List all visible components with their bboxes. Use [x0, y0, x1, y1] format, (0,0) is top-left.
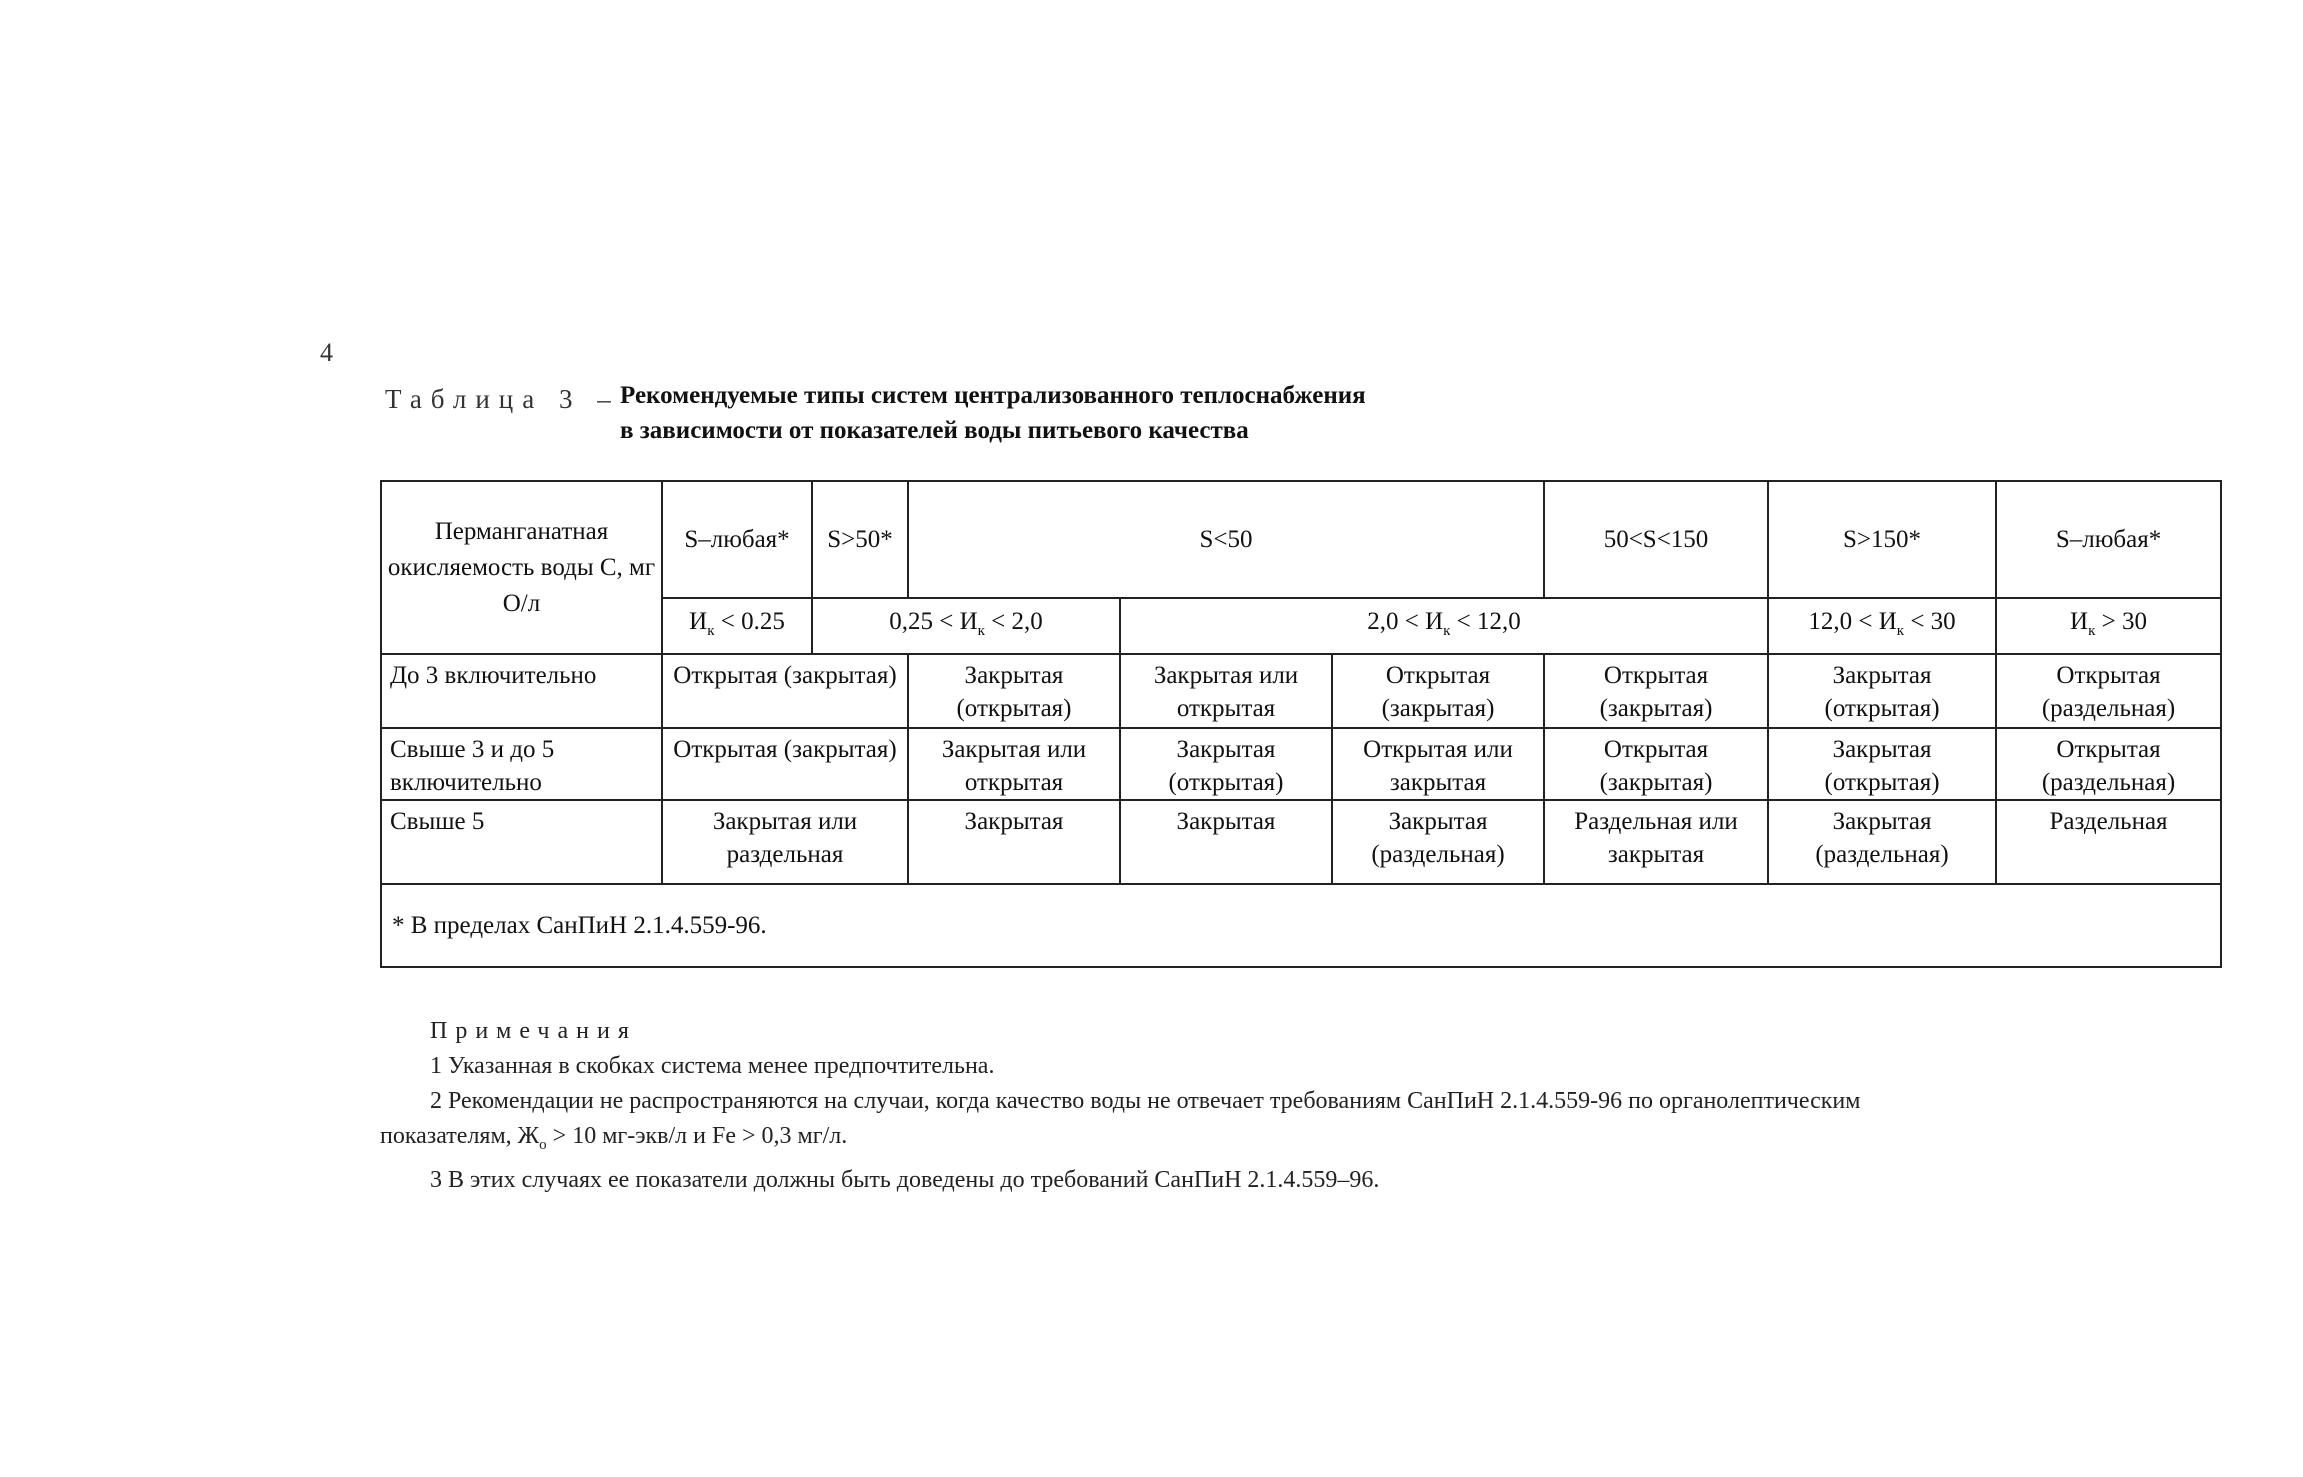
- table-footnote: * В пределах СанПиН 2.1.4.559-96.: [381, 884, 2221, 967]
- table-cell: Открытая (раздельная): [1996, 654, 2221, 728]
- table-cell: Закрытая (открытая): [1120, 728, 1332, 800]
- table-row: [381, 654, 2221, 728]
- table-cell: Закрытая (открытая): [1768, 728, 1996, 800]
- note-item: 1 Указанная в скобках система менее предпочтительна.: [430, 1053, 995, 1079]
- header-oxidizability: Перманганатная окисляемость воды С, мг О/л: [381, 481, 662, 654]
- table-cell: Закрытая (открытая): [908, 654, 1120, 728]
- header-s-gt-150: S>150*: [1768, 481, 1996, 598]
- table-row: [381, 728, 2221, 800]
- note-item-continuation: показателям, $Ж_о > 10$ мг-экв/л и Fe > 0,3 мг/л.: [380, 1123, 848, 1153]
- table-cell: Раздельная или закрытая: [1544, 800, 1768, 884]
- table-caption-label: Таблица 3 –: [385, 384, 620, 414]
- table-cell: Закрытая (раздельная): [1332, 800, 1544, 884]
- table-cell: Открытая или закрытая: [1332, 728, 1544, 800]
- header-ik-2: $0,25 < И_к < 2,0$: [812, 598, 1120, 654]
- table-row: [381, 800, 2221, 884]
- table-cell: Раздельная: [1996, 800, 2221, 884]
- row-label: До 3 включительно: [381, 654, 662, 728]
- table-title-line-1: Рекомендуемые типы систем централизованного теплоснабжения: [620, 382, 1366, 409]
- header-ik-3: $2,0 < И_к < 12,0$: [1120, 598, 1768, 654]
- table-cell: Открытая (раздельная): [1996, 728, 2221, 800]
- notes-title: Примечания: [430, 1018, 637, 1044]
- table-cell: Закрытая (раздельная): [1768, 800, 1996, 884]
- note-item: 2 Рекомендации не распространяются на случаи, когда качество воды не отвечает требованиям СанПиН 2.1.4.559-96 по органолептическим: [430, 1088, 1861, 1114]
- page-number: 4: [320, 338, 333, 367]
- note-item: 3 В этих случаях ее показатели должны быть доведены до требований СанПиН 2.1.4.559–96.: [430, 1166, 1380, 1193]
- table-cell: Закрытая: [908, 800, 1120, 884]
- header-s-any-1: S–любая*: [662, 481, 812, 598]
- header-ik-1: $И_к < 0.25$: [662, 598, 812, 654]
- header-s-lt-50: S<50: [908, 481, 1544, 598]
- row-label: Свыше 5: [381, 800, 662, 884]
- header-ik-4: $12,0 < И_к < 30$: [1768, 598, 1996, 654]
- table-cell: Открытая (закрытая): [1332, 654, 1544, 728]
- table-caption-title: [620, 378, 1366, 448]
- table-cell: Закрытая или раздельная: [662, 800, 908, 884]
- header-s-any-2: S–любая*: [1996, 481, 2221, 598]
- header-s-gt-50: S>50*: [812, 481, 908, 598]
- table-cell: Открытая (закрытая): [662, 654, 908, 728]
- notes-section: [380, 1014, 2240, 1198]
- table-cell: Закрытая или открытая: [1120, 654, 1332, 728]
- table-title-line-2: в зависимости от показателей воды питьевого качества: [620, 417, 1249, 444]
- table-cell: Открытая (закрытая): [1544, 654, 1768, 728]
- table-cell: Открытая (закрытая): [662, 728, 908, 800]
- table-cell: Закрытая: [1120, 800, 1332, 884]
- header-s-50-150: 50<S<150: [1544, 481, 1768, 598]
- table-cell: Закрытая (открытая): [1768, 654, 1996, 728]
- row-label: Свыше 3 и до 5 включительно: [381, 728, 662, 800]
- table-cell: Закрытая или открытая: [908, 728, 1120, 800]
- system-types-table: [380, 480, 2222, 968]
- table-cell: Открытая (закрытая): [1544, 728, 1768, 800]
- header-ik-5: $И_к > 30$: [1996, 598, 2221, 654]
